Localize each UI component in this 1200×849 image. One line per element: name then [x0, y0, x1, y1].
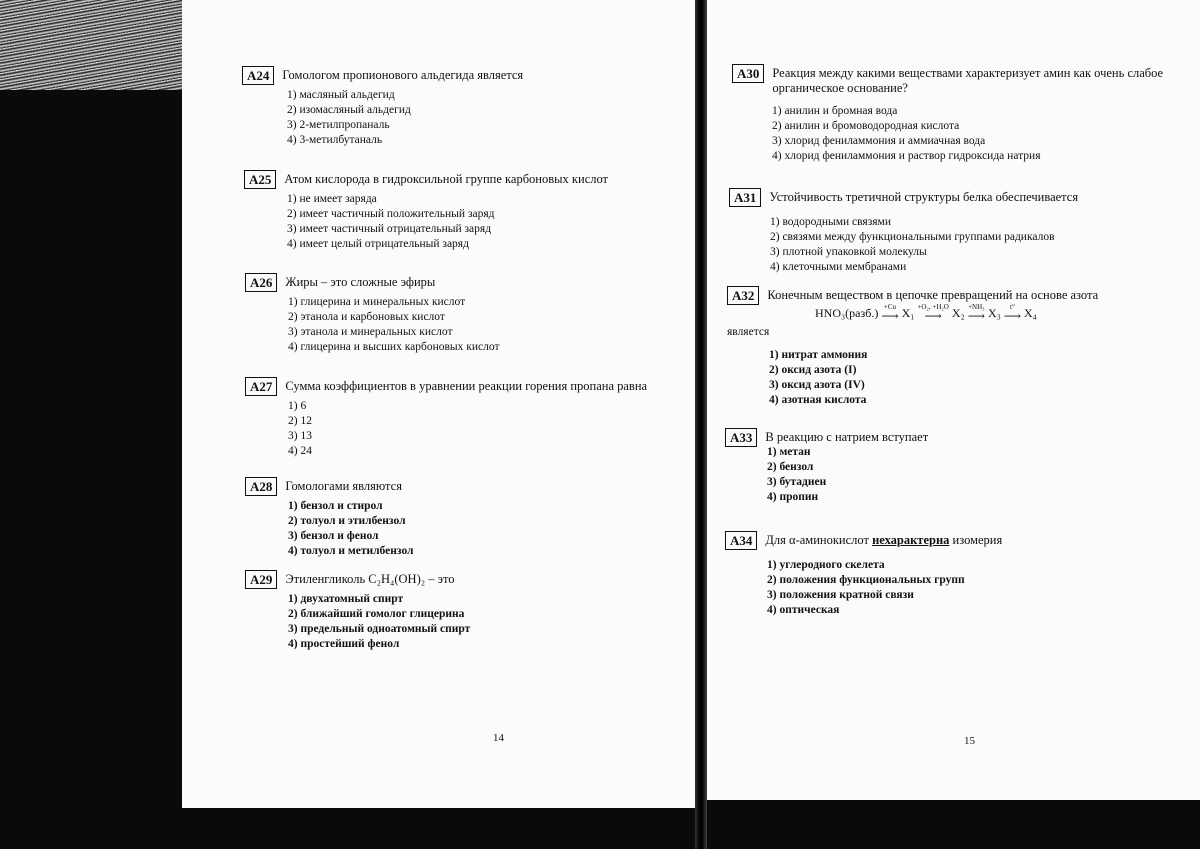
answer-option[interactable]: 4) 3-метилбутаналь	[287, 134, 383, 146]
reaction-arrow	[917, 303, 948, 321]
answer-option[interactable]: 2) этанола и карбоновых кислот	[288, 311, 445, 323]
question-number: A33	[725, 428, 757, 447]
answer-option[interactable]: 2) анилин и бромоводородная кислота	[772, 120, 960, 132]
answer-option[interactable]: 1) анилин и бромная вода	[772, 105, 898, 117]
answer-option[interactable]: 4) толуол и метилбензол	[288, 545, 414, 557]
reaction-arrow	[968, 303, 985, 321]
arrow-right-icon: ⟶	[881, 309, 899, 323]
answer-options	[770, 215, 1078, 275]
answer-option[interactable]: 4) пропин	[767, 491, 819, 503]
answer-option[interactable]: 4) глицерина и высших карбоновых кислот	[288, 341, 500, 353]
question-a24	[242, 66, 523, 148]
answer-options	[769, 348, 1187, 408]
answer-option[interactable]: 2) имеет частичный положительный заряд	[287, 208, 495, 220]
answer-options	[767, 445, 928, 505]
answer-option[interactable]: 1) метан	[767, 446, 811, 458]
answer-option[interactable]: 2) бензол	[767, 461, 814, 473]
answer-options	[288, 295, 499, 355]
answer-option[interactable]: 2) толуол и этилбензол	[288, 515, 406, 527]
question-a26	[245, 273, 499, 355]
question-number: A24	[242, 66, 274, 85]
answer-options	[767, 558, 1002, 618]
answer-option[interactable]: 4) имеет целый отрицательный заряд	[287, 238, 469, 250]
answer-options	[288, 499, 414, 559]
answer-option[interactable]: 4) простейший фенол	[288, 638, 400, 650]
answer-option[interactable]: 4) хлорид фениламмония и раствор гидроксида натрия	[772, 150, 1041, 162]
answer-options	[288, 592, 470, 652]
answer-option[interactable]: 2) ближайший гомолог глицерина	[288, 608, 465, 620]
question-text-end: изомерия	[949, 533, 1003, 547]
arrow-reagent: t°	[1010, 303, 1015, 311]
scheme-product: X₃	[987, 306, 1001, 320]
answer-option[interactable]: 1) масляный альдегид	[287, 89, 395, 101]
reaction-arrow	[1004, 303, 1021, 321]
answer-option[interactable]: 2) 12	[288, 415, 312, 427]
answer-option[interactable]: 4) оптическая	[767, 604, 840, 616]
question-text	[765, 531, 1002, 548]
answer-option[interactable]: 3) оксид азота (IV)	[769, 379, 865, 391]
answer-option[interactable]: 3) плотной упаковкой молекулы	[770, 246, 927, 258]
question-text: Гомологами являются	[285, 479, 402, 493]
scheme-start: HNO₃(разб.)	[815, 306, 879, 320]
question-number: A25	[244, 170, 276, 189]
scheme-product: X₄	[1024, 306, 1037, 320]
question-a33	[725, 428, 928, 505]
question-number: A29	[245, 570, 277, 589]
question-a28	[245, 477, 414, 559]
question-a29	[245, 570, 470, 652]
question-number: A28	[245, 477, 277, 496]
answer-option[interactable]: 3) этанола и минеральных кислот	[288, 326, 453, 338]
answer-option[interactable]: 4) 24	[288, 445, 312, 457]
answer-option[interactable]: 3) хлорид фениламмония и аммиачная вода	[772, 135, 986, 147]
question-text-emphasis: нехарактерна	[872, 533, 950, 547]
page-number: 15	[964, 735, 975, 747]
question-text: Атом кислорода в гидроксильной группе карбоновых кислот	[284, 172, 609, 186]
answer-option[interactable]: 1) не имеет заряда	[287, 193, 377, 205]
question-text-start: Для α-аминокислот	[765, 533, 873, 547]
answer-option[interactable]: 3) бензол и фенол	[288, 530, 379, 542]
question-number: A34	[725, 531, 757, 550]
scheme-product: X₁	[901, 306, 915, 320]
answer-option[interactable]: 1) двухатомный спирт	[288, 593, 404, 605]
question-text: Конечным веществом в цепочке превращений на основе азота	[767, 288, 1099, 302]
question-text: Устойчивость третичной структуры белка обеспечивается	[769, 190, 1079, 204]
question-a30	[732, 64, 1192, 164]
answer-option[interactable]: 1) углеродного скелета	[767, 559, 885, 571]
arrow-reagent: +O₂, +H₂O	[917, 303, 949, 311]
answer-option[interactable]: 3) 13	[288, 430, 312, 442]
answer-options	[287, 88, 523, 148]
question-a25	[244, 170, 608, 252]
answer-option[interactable]: 3) имеет частичный отрицательный заряд	[287, 223, 492, 235]
question-number: A32	[727, 286, 759, 305]
answer-option[interactable]: 1) 6	[288, 400, 307, 412]
scheme-product: X₂	[951, 306, 965, 320]
question-text: Реакция между какими веществами характеризует амин как очень слабое органическое основание?	[772, 66, 1164, 95]
answer-options	[288, 399, 647, 459]
question-number: A26	[245, 273, 277, 292]
reaction-scheme	[815, 303, 1187, 321]
question-suffix: является	[727, 326, 770, 338]
answer-option[interactable]: 1) глицерина и минеральных кислот	[288, 296, 466, 308]
question-a32	[727, 286, 1187, 408]
arrow-right-icon: ⟶	[1003, 309, 1021, 323]
page-number: 14	[493, 732, 504, 744]
question-a34	[725, 531, 1002, 618]
question-text: Сумма коэффициентов в уравнении реакции горения пропана равна	[285, 379, 648, 393]
answer-option[interactable]: 2) изомасляный альдегид	[287, 104, 411, 116]
answer-option[interactable]: 1) водородными связями	[770, 216, 891, 228]
question-a31	[729, 188, 1078, 275]
answer-option[interactable]: 3) бутадиен	[767, 476, 827, 488]
answer-option[interactable]: 4) азотная кислота	[769, 394, 867, 406]
reaction-arrow	[881, 303, 898, 321]
scan-edge-artifact	[0, 0, 190, 90]
question-number: A27	[245, 377, 277, 396]
book-gutter	[695, 0, 707, 849]
answer-option[interactable]: 2) связями между функциональными группами радикалов	[770, 231, 1055, 243]
right-page	[707, 0, 1200, 800]
question-number: A30	[732, 64, 764, 83]
answer-option[interactable]: 3) положения кратной связи	[767, 589, 914, 601]
question-a27	[245, 377, 647, 459]
arrow-reagent: +Cu	[883, 303, 897, 311]
answer-option[interactable]: 2) оксид азота (I)	[769, 364, 857, 376]
arrow-right-icon: ⟶	[924, 309, 942, 323]
arrow-right-icon: ⟶	[967, 309, 985, 323]
question-text: Этиленгликоль C₂H₄(OH)₂ – это	[285, 572, 455, 586]
answer-option[interactable]: 3) 2-метилпропаналь	[287, 119, 390, 131]
answer-options	[287, 192, 608, 252]
question-text: Гомологом пропионового альдегида является	[282, 68, 524, 82]
answer-option[interactable]: 1) бензол и стирол	[288, 500, 383, 512]
question-number: A31	[729, 188, 761, 207]
answer-options	[772, 104, 1192, 164]
answer-option[interactable]: 4) клеточными мембранами	[770, 261, 907, 273]
arrow-reagent: +NH₃	[968, 303, 985, 311]
question-text: Жиры – это сложные эфиры	[285, 275, 436, 289]
left-page	[182, 0, 695, 808]
question-text: В реакцию с натрием вступает	[765, 430, 929, 444]
answer-option[interactable]: 1) нитрат аммония	[769, 349, 868, 361]
answer-option[interactable]: 3) предельный одноатомный спирт	[288, 623, 471, 635]
answer-option[interactable]: 2) положения функциональных групп	[767, 574, 965, 586]
